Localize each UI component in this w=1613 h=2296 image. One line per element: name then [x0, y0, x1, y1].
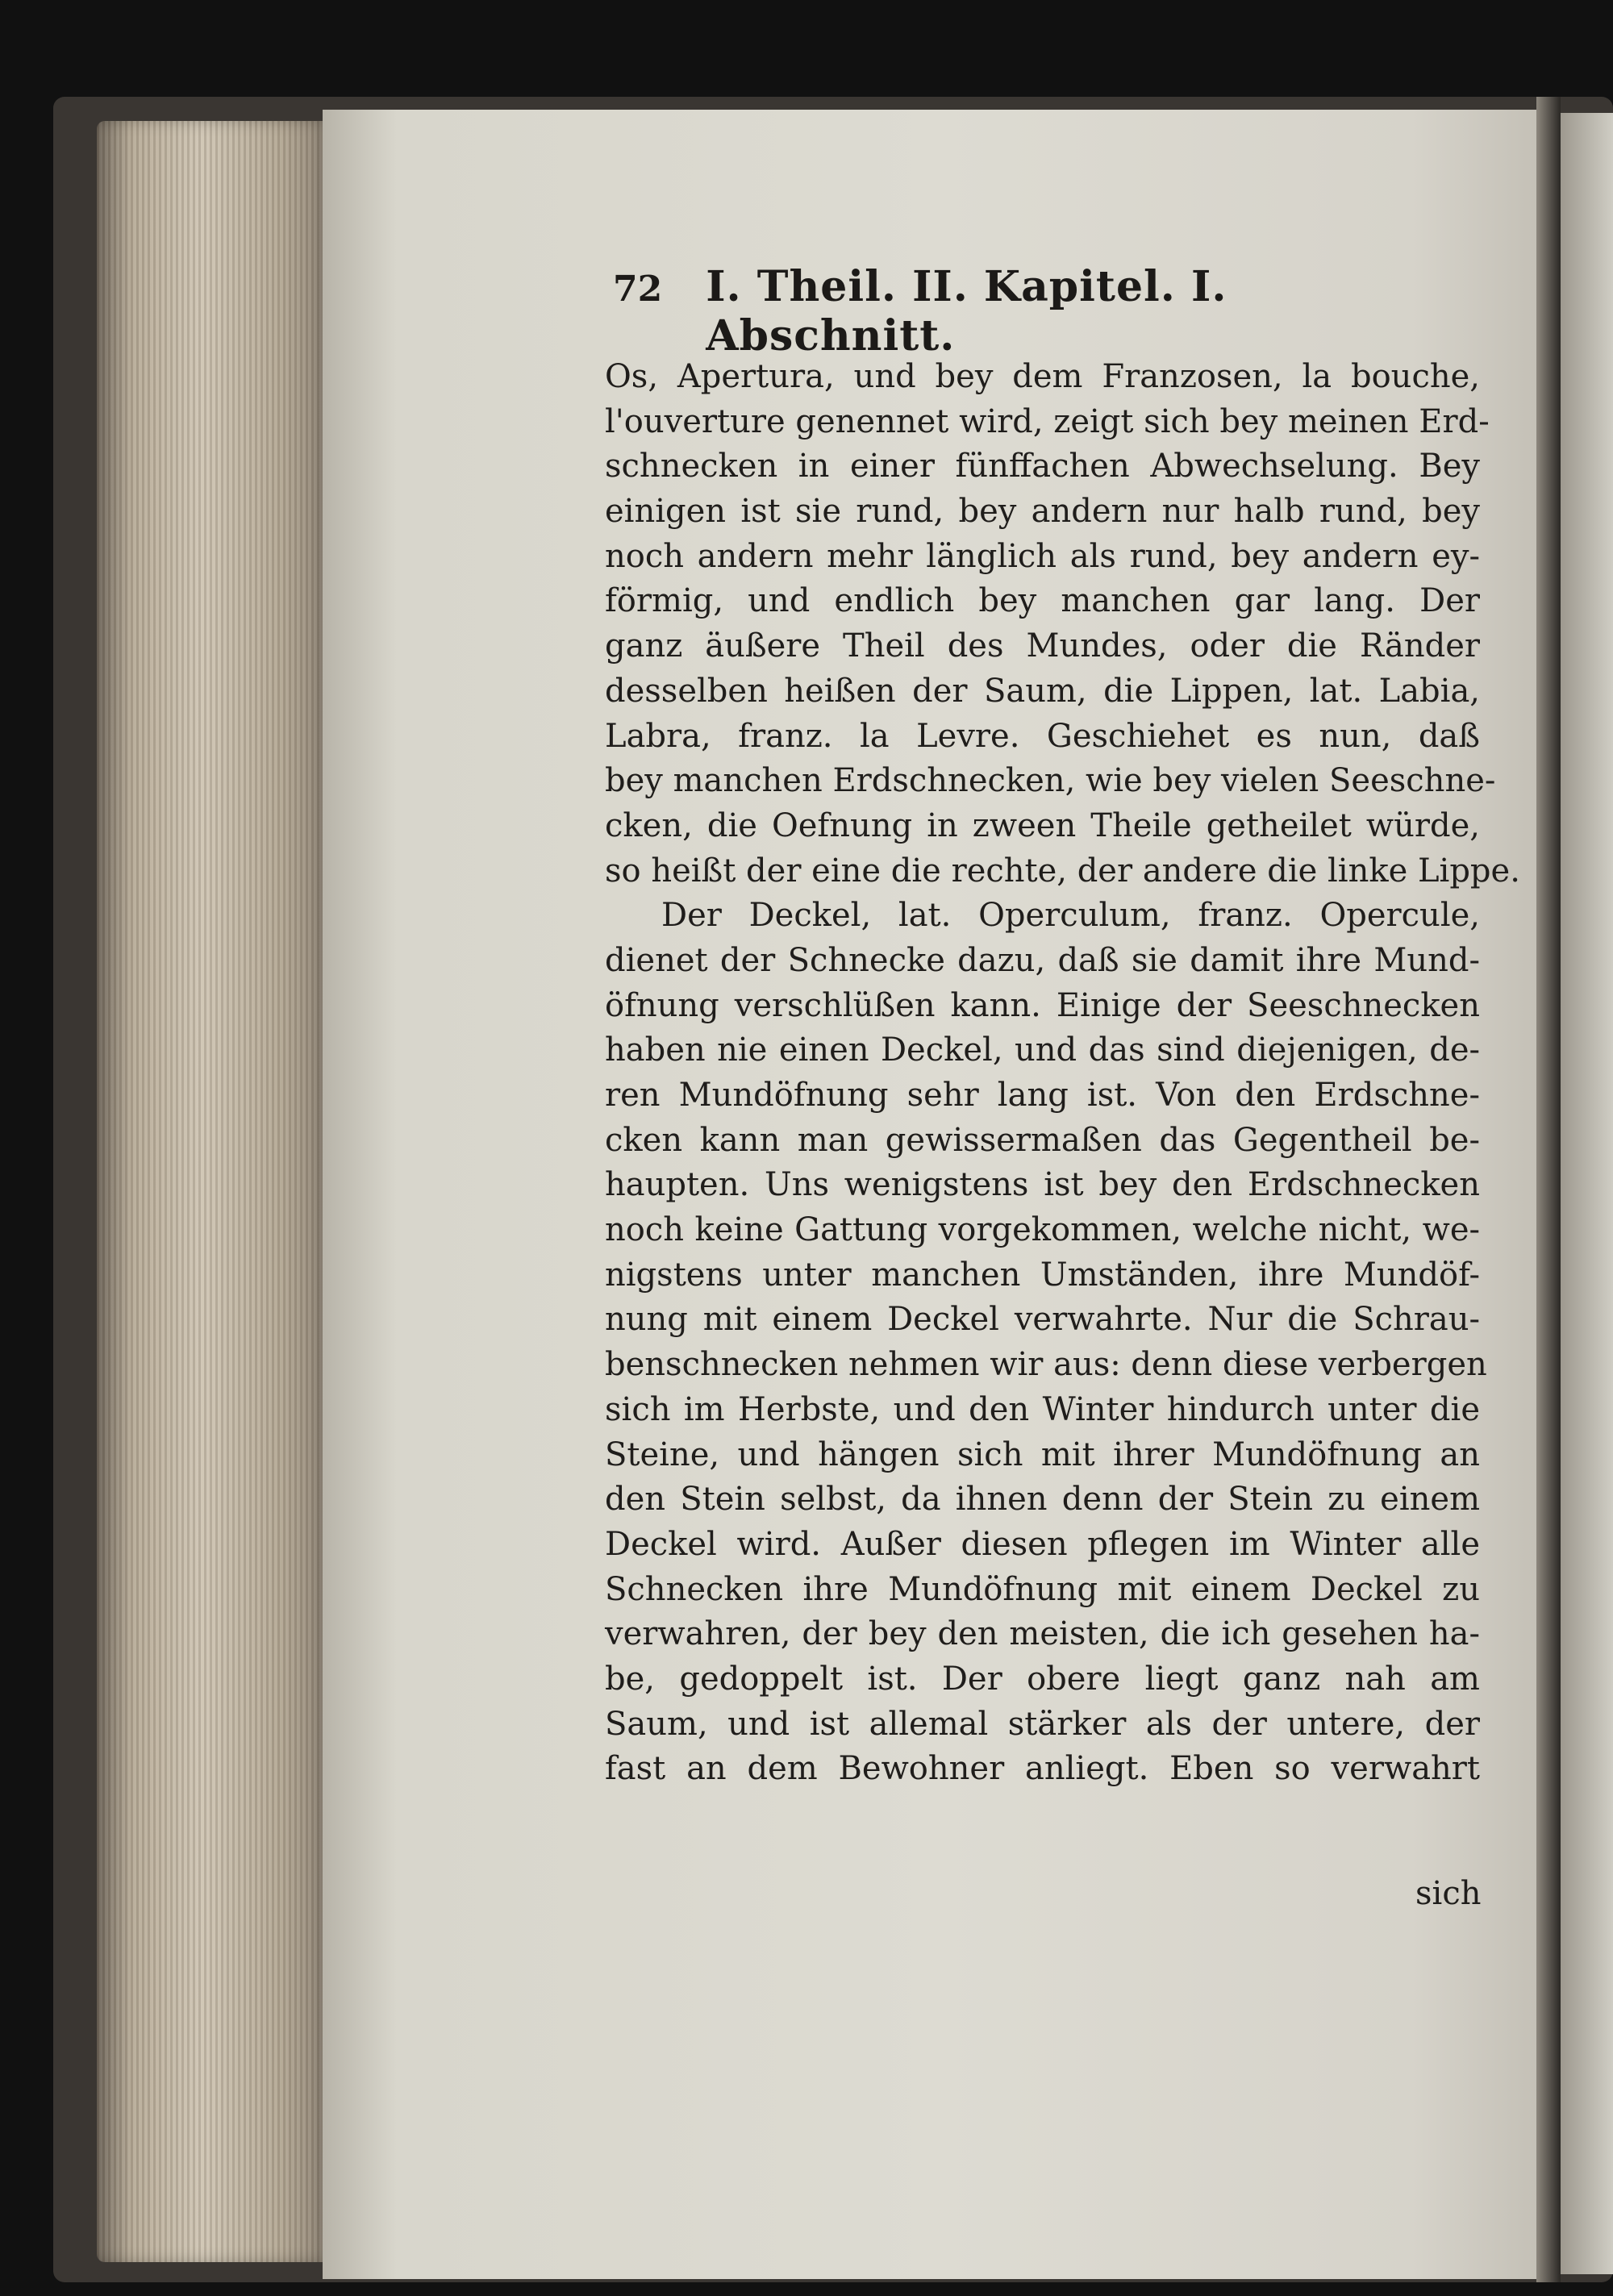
body-text: [605, 355, 1520, 1792]
text-line: be, gedoppelt ist. Der obere liegt ganz nah am: [605, 1660, 1480, 1698]
text-line: l'ouverture genennet wird, zeigt sich bey meinen Erd-: [605, 402, 1490, 440]
text-line: dienet der Schnecke dazu, daß sie damit ihre Mund-: [605, 941, 1480, 979]
book-gutter: [1536, 97, 1561, 2282]
text-line: benschnecken nehmen wir aus: denn diese verbergen: [605, 1346, 1487, 1384]
text-line: cken, die Oefnung in zween Theile getheilet würde,: [605, 806, 1480, 844]
text-line: noch keine Gattung vorgekommen, welche nicht, we-: [605, 1211, 1480, 1249]
facing-page-edge: [1561, 113, 1613, 2274]
text-line: Labra, franz. la Levre. Geschiehet es nun, daß: [605, 717, 1480, 755]
text-line: noch andern mehr länglich als rund, bey andern ey-: [605, 537, 1480, 575]
text-line: ganz äußere Theil des Mundes, oder die Ränder: [605, 627, 1480, 665]
text-line: haupten. Uns wenigstens ist bey den Erdschnecken: [605, 1166, 1480, 1204]
text-line: ren Mundöfnung sehr lang ist. Von den Erdschne-: [605, 1077, 1480, 1114]
text-line: Os, Apertura, und bey dem Franzosen, la bouche,: [605, 358, 1480, 395]
text-line: nigstens unter manchen Umständen, ihre Mundöf-: [605, 1256, 1480, 1294]
text-line: so heißt der eine die rechte, der andere die linke Lippe.: [605, 852, 1520, 890]
text-line: haben nie einen Deckel, und das sind diejenigen, de-: [605, 1031, 1480, 1069]
text-line: nung mit einem Deckel verwahrte. Nur die Schrau-: [605, 1301, 1480, 1339]
text-line: bey manchen Erdschnecken, wie bey vielen Seeschne-: [605, 762, 1496, 800]
text-line: Saum, und ist allemal stärker als der untere, der: [605, 1705, 1480, 1743]
running-title: I. Theil. II. Kapitel. I. Abschnitt.: [706, 262, 1227, 360]
page-fore-edge: [97, 121, 331, 2262]
text-line: desselben heißen der Saum, die Lippen, lat. Labia,: [605, 672, 1480, 710]
text-line: förmig, und endlich bey manchen gar lang. Der: [605, 582, 1480, 620]
text-line: den Stein selbst, da ihnen denn der Stein zu einem: [605, 1481, 1480, 1519]
text-line: einigen ist sie rund, bey andern nur halb rund, bey: [605, 493, 1480, 531]
catchword: sich: [1415, 1875, 1482, 1912]
text-line: fast an dem Bewohner anliegt. Eben so verwahrt: [605, 1750, 1480, 1788]
page-number: 72: [613, 269, 663, 310]
text-line: schnecken in einer fünffachen Abwechselung. Bey: [605, 448, 1480, 485]
text-line: Schnecken ihre Mundöfnung mit einem Deckel zu: [605, 1570, 1480, 1608]
text-line: Steine, und hängen sich mit ihrer Mundöfnung an: [605, 1436, 1480, 1473]
text-line: sich im Herbste, und den Winter hindurch unter die: [605, 1390, 1480, 1428]
text-line: öfnung verschlüßen kann. Einige der Seeschnecken: [605, 986, 1480, 1024]
text-line: Deckel wird. Außer diesen pflegen im Winter alle: [605, 1525, 1480, 1563]
running-head: [613, 262, 1476, 360]
text-line: cken kann man gewissermaßen das Gegentheil be-: [605, 1121, 1480, 1159]
paragraph-start-line: Der Deckel, lat. Operculum, franz. Opercule,: [661, 897, 1480, 935]
text-line: verwahren, der bey den meisten, die ich gesehen ha-: [605, 1615, 1480, 1653]
